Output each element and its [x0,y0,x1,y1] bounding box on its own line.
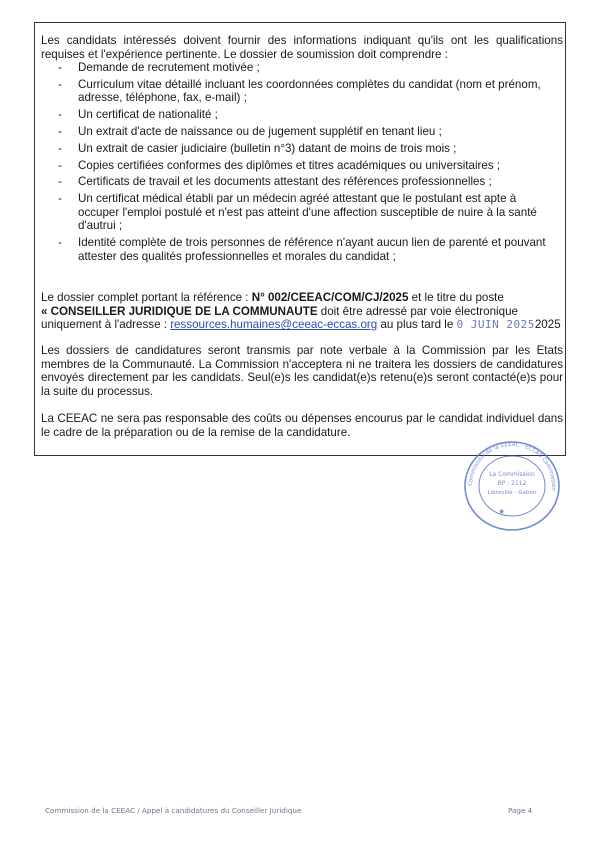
intro-paragraph: Les candidats intéressés doivent fournir des informations indiquant qu'ils ont les qualifications requises et l'expérience pertinente. Le dossier de soumission doit comprendre : [41,34,563,61]
bullet-dash: - [58,192,62,206]
liability-paragraph: La CEEAC ne sera pas responsable des coûts ou dépenses encourus par le candidat individuel dans le cadre de la préparation ou de la remise de la candidature. [41,412,563,439]
bullet-dash: - [58,124,62,138]
bullet-dash: - [58,77,62,91]
official-stamp [458,438,566,534]
bullet-dash: - [58,236,62,250]
page-number: Page 4 [508,806,533,815]
position-title: « CONSEILLER JURIDIQUE DE LA COMMUNAUTE [41,304,318,318]
email-link[interactable]: ressources.humaines@ceeac-eccas.org [170,318,378,332]
submission-paragraph [41,291,563,332]
bullet-dash: - [58,158,62,172]
requirement-text: Curriculum vitae détaillé incluant les coordonnées complètes du candidat (nom et prénom, adresse, téléphone, fax, e-mail) ; [78,77,541,105]
candidature-paragraph: Les dossiers de candidatures seront transmis par note verbale à la Commission par les Etats membres de la Communauté. La Commission n'acceptera ni ne traitera les dossiers de candidatures envoyés directement par les candidats. Seul(e)s les candidat(e)s retenu(e)s seront contacté(e)s pour la suite du processus. [41,344,563,398]
submission-text-3: doit être adressé par voie électronique uniquement à l'adresse : [41,304,518,332]
requirement-item [58,108,558,122]
stamp-ring-text: Commission de la CEEAC · ECCAS Commission [467,441,557,492]
requirement-text: Un extrait de casier judiciaire (bulletin n°3) datant de moins de trois mois ; [78,141,457,155]
requirement-item [58,125,558,139]
bullet-dash: - [58,175,62,189]
requirement-item [58,61,558,75]
submission-text-4: au plus tard le [377,318,457,332]
requirement-text: Demande de recrutement motivée ; [78,61,260,74]
requirement-item [58,175,558,189]
stamp-line-3: Libreville - Gabon [487,490,537,496]
requirement-text: Un extrait d'acte de naissance ou de jugement supplétif en tenant lieu ; [78,124,442,138]
requirement-item [58,192,558,233]
stamp-star-icon: ★ [498,507,506,516]
requirement-text: Identité complète de trois personnes de référence n'ayant aucun lien de parenté et pouvant attester des qualités professionnelles et morales du candidat ; [78,236,546,263]
requirement-text: Certificats de travail et les documents attestant des références professionnelles ; [78,175,492,189]
bullet-dash: - [58,108,62,122]
stamp-line-2: BP : 2112 [497,480,527,487]
requirement-text: Un certificat de nationalité ; [78,108,218,122]
footer-left: Commission de la CEEAC / Appel à candidatures du Conseiller Juridique [45,806,302,815]
stamp-line-1: La Commission [489,471,535,478]
requirements-list [58,61,558,266]
reference-number: N° 002/CEEAC/COM/CJ/2025 [251,291,409,304]
bullet-dash: - [58,61,62,74]
handwritten-date: 0 JUIN 2025 [456,318,535,332]
bullet-dash: - [58,141,62,155]
requirement-item [58,78,558,105]
requirement-item [58,142,558,156]
submission-text-2: et le titre du poste [408,291,504,304]
submission-text-1: Le dossier complet portant la référence : [41,291,252,304]
requirement-item [58,236,558,263]
deadline-year: 2025 [534,318,561,332]
requirement-text: Copies certifiées conformes des diplômes et titres académiques ou universitaires ; [78,158,501,172]
requirement-text: Un certificat médical établi par un médecin agréé attestant que le postulant est apte à occuper l'emploi postulé et n'est pas atteint d'une affection susceptible de nuire à la santé d'autrui ; [78,192,537,233]
requirement-item [58,159,558,173]
